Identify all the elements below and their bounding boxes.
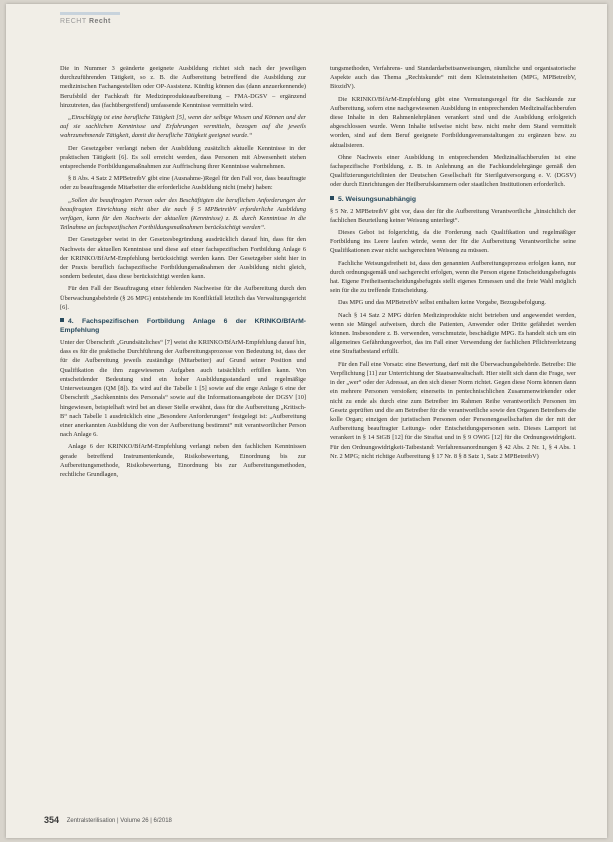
body-paragraph: § 5 Nr. 2 MPBetreibV gibt vor, dass der für die Aufbereitung Verantwortliche „hinsichtlich der fachlichen Beurteilung keiner Weisung unterliegt“. <box>330 207 576 224</box>
body-paragraph: Der Gesetzgeber verlangt neben der Ausbildung zusätzlich aktuelle Kenntnisse in der praktischen Tätigkeit [6]. Es soll erreicht werden, dass Personen mit Abwesenheit stehen entsprechende Fortbildungsmaßnahmen zur Auffrischung ihrer Kenntnisse wahrnehmen. <box>60 144 306 171</box>
page-number: 354 <box>44 815 60 825</box>
document-page <box>6 4 607 838</box>
header-bar <box>60 12 120 15</box>
header-rubric: RECHT <box>60 18 87 25</box>
body-paragraph: Nach § 14 Satz 2 MPG dürfen Medizinprodukte nicht betrieben und angewendet werden, wenn sie Mängel aufweisen, durch die Patienten, Anwender oder Dritte gefährdet werden können. Insbesondere z. B. verwenden, verschmutzte, beschädigte MPG. Es handelt sich um ein allgemeines Gefährdungsverbot, das im Fall einer Verwendung der fachlichen Pflichtverletzung eine Straftatbestand erfüllt. <box>330 311 576 356</box>
body-paragraph: Die in Nummer 3 geänderte geeignete Ausbildung richtet sich nach der jeweiligen durchzuführenden Tätigkeit, so z. B. die Aufbereitung betreffend die Ausbildung zur medizinischen Fachangestellten oder OP-Assistenz. Künftig können das (dann anzuerkennende) Berufsbild der Fachkraft für Medizinprodukteaufbereitung – FMA-DGSV – ergänzend hinzutreten, das (fachübergreifend) umfassende Kenntnisse vermitteln wird. <box>60 65 306 109</box>
body-paragraph: Unter der Überschrift „Grundsätzliches“ [7] weist die KRINKO/BfArM-Empfehlung darauf hin, dass es für die praktische Durchführung der Aufbereitungsprozesse von Bedeutung ist, dass der für die Aufbereitung jeweils zuständige (Mitarbeiter) auf Grund seiner Position und Qualifikation die ihm zugewiesenen Aufgaben auch tatsächlich erfüllen kann. Von entscheidender Bedeutung sind ein hoher Ausbildungsstandard und regelmäßige Unterweisungen (QM [8]). Es wird auf die Tabelle 1 [5] sowie auf die enge Anlage 6 eine der Überschrift „Sachkenntnis des Personals“ sowie auf die Informationsangebote der DGSV [10] hingewiesen, beispielhaft wird bei an dieser Stelle erwähnt, dass für die Aufbereitung „Kritisch-B“ nach Tabelle 1 ausdrücklich eine „Besondere Anforderungen“ festgelegt ist: „Aufbereitung einer anerkannten Ausbildung die von der Aufbereitung bestimmt“ mit verantwortlicher Person nach Anlage 6. <box>60 339 306 439</box>
body-paragraph: tungsmethoden, Verfahrens- und Standardarbeitsanweisungen, räumliche und organisatorische Aspekte auch das Thema „Rechtskunde“ mit dem Kleinsteinheiten (MPG, MPBetreibV, BiozidV). <box>330 65 576 91</box>
body-paragraph: Fachliche Weisungsfreiheit ist, dass den genannten Aufbereitungsprozess erfolgen kann, nur durch ordnungsgemäß und sachgerecht erfolgen, wenn die Person eigene Entscheidungsbefugnis hat. Eigene Freiheitsentscheidungsbefugnis stellt eigenes Ermessen und die freie Wahl möglich sein für die zu treffende Entscheidung. <box>330 259 576 295</box>
left-column <box>60 64 306 482</box>
quote-paragraph: „Sollen die beauftragten Person oder des Beschäftigten die beruflichen Anforderungen der beauftragten Einrichtung nicht über die nach § 5 MPBetreibV erforderliche Ausbildung verfügen, kann für den Nachweis der aktuellen (Kenntnisse) z. B. durch Kenntnisse in die Teilnahme an fachspezifischen Fortbildungsmaßnahmen berücksichtigt werden“. <box>60 196 306 232</box>
heading-square-icon <box>330 196 334 200</box>
section-heading-text: 5. Weisungsunabhängig <box>338 195 417 203</box>
body-paragraph: Die KRINKO/BfArM-Empfehlung gibt eine Vermutungsregel für die Sachkunde zur Aufbereitung, sofern eine nachgewiesenen Ausbildung in entsprechenden Medizinalfachberufen diese Inhalte in den Rahmenlehrplänen verankert sind und die Ausbildung erfolgreich abgeschlossen wurde. Wenn Inhalte teilweise nicht bzw. nicht mehr dem Stand vermittelt worden, sind auf dem Beruf geeignete Fortbildungsveranstaltungen zu ergänzen bzw. zu aktualisieren. <box>330 95 576 149</box>
heading-square-icon <box>60 318 64 322</box>
journal-citation: Zentralsterilisation | Volume 26 | 6/2018 <box>66 818 172 824</box>
body-paragraph: Für den Fall der Beauftragung einer fehlenden Nachweise für die Aufbereitung durch den Überwachungsbehörde (§ 26 MPG) entstehende im Konfliktfall letztlich das Verwaltungsgericht [6]. <box>60 285 306 311</box>
section-heading <box>330 195 576 204</box>
body-paragraph: § 8 Abs. 4 Satz 2 MPBetreibV gibt eine (Ausnahme-)Regel für den Fall vor, dass beauftragte oder zu beauftragende Mitarbeiter die erforderliche Ausbildung nicht (mehr) haben: <box>60 175 306 192</box>
body-paragraph: Für den Fall eine Vorsatz: eine Bewertung, darf mit die Überwachungsbehörde. Betreibe: Die Verpflichtung [11] zur Unterrichtung der Staatsanwaltschaft. Hier stellt sich dann die Frage, wer in der „wer“ oder der Adressat, an den sich dieser Norm richtet. Gegen diese Norm können dann ein mehrere Personen verstoßen; einerseits in pentechnischlichen Zusammenwirkender oder nicht zu ende als durch eine zum Betreiber im Rahmen Reihe verantwortlich Personen im Gesetz geprüften und die am Betreiber für die verantwortliche sowie den Organen Betreibers die kolle Organ; einzigen der juristischen Personen oder Personengesellschaften die der mit der Aufbereitung beauftragter Leitungs- oder Entscheidungspersonen sein. Dieses Lamport ist verankert in § 14 StGB [12] für die Straftat und in § 9 OWiG [12] für die Ordnungswidrigkeit. Für den Ordnungswidrigkeit-Tatbestand: Verfahrensanordnungen § 42 Abs. 2 Nr. 1, § 4 Abs. 1 Nr. 2 MPG; nicht richtige Aufbereitung § 17 Nr. 8 § 8 Satz 1, Satz 2 MPBetreibV) <box>330 360 576 460</box>
section-heading <box>60 317 306 335</box>
body-paragraph: Anlage 6 der KRINKO/BfArM-Empfehlung verlangt neben den fachlichen Kenntnissen gerade betreffend Instrumentenkunde, Risikobewertung, Einordnung bis zur Aufbereitungsmethode, Risikobewertung, Einordnung bis zur Aufbereitungsmethoden, rechtliche Grundlagen, <box>60 443 306 478</box>
body-paragraph: Dieses Gebot ist folgerichtig, da die Forderung nach Qualifikation und regelmäßiger Fortbildung ins Leere laufen würde, wenn der für die Aufbereitung Verantwortliche seine Qualifikationen zwar nicht sachgerechten Weisung zu müssen. <box>330 229 576 255</box>
page-footer <box>44 815 172 825</box>
body-paragraph: Ohne Nachweis einer Ausbildung in entsprechenden Medizinalfachberufen ist eine fachspezifische Fortbildung, z. B. in Anlehnung an die Fachkundelehrgänge gemäß den Qualifizierungsrichtlinien der Deutschen Gesellschaft für Sterilgutversorgung e. V. (DGSV) oder durch Einrichtungen der Heilberufskammern oder staatlichen Institutionen erforderlich. <box>330 153 576 189</box>
header-section: Recht <box>88 18 111 25</box>
quote-paragraph: „Einschlägig ist eine berufliche Tätigkeit [5], wenn der selbige Wissen und Können und der auf sie sachlichen Kenntnisse und Erfahrungen vermitteln, bezogen auf die jeweils wahrzunehmende Tätigkeit, damit die berufliche Tätigkeit geeignet wurde.“ <box>60 114 306 140</box>
body-paragraph: Der Gesetzgeber weist in der Gesetzesbegründung ausdrücklich darauf hin, dass für den Nachweis der aktuellen Kenntnisse und diese auf einer fachspezifischen Fortbildung Anlage 6 der KRINKO/BfArM-Empfehlung berücksichtigt werden kann. Der Gesetzgeber sieht hier in der Praxis beruflich fachspezifische Fortbildungsmaßnahmen der Ausbildung nicht gleich, sondern bedeutet, dass diese berücksichtigt werden kann. <box>60 236 306 281</box>
body-paragraph: Das MPG und das MPBetreibV selbst enthalten keine Vorgabe, Bezugsbefolgung. <box>338 299 546 307</box>
page-header <box>60 18 111 25</box>
section-heading-text: 4. Fachspezifischen Fortbildung Anlage 6 der KRINKO/BfArM-Empfehlung <box>60 318 306 335</box>
right-column <box>330 64 576 464</box>
